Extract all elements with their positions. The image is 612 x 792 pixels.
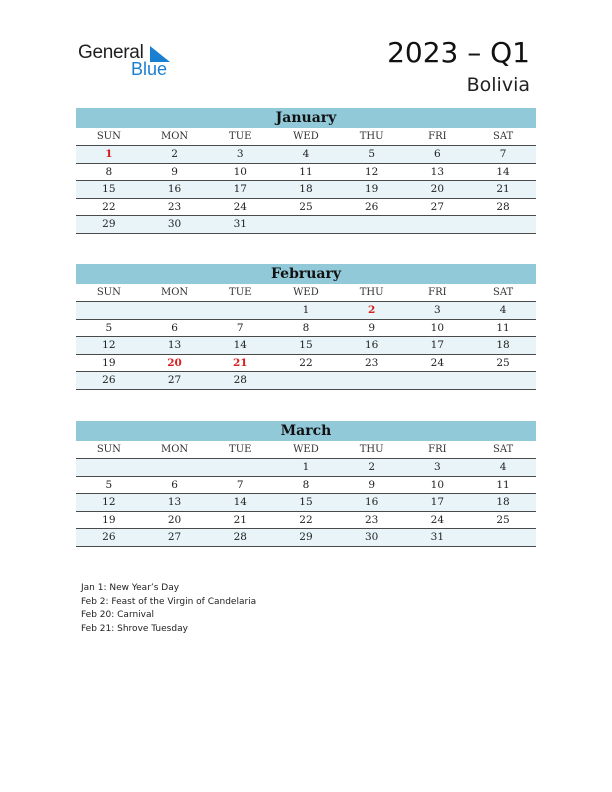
day-cell: 7 <box>236 478 244 491</box>
day-cell: 19 <box>364 183 379 195</box>
day-cell: 28 <box>233 531 247 543</box>
day-cell: 26 <box>364 200 379 213</box>
day-cell: 27 <box>167 531 182 543</box>
day-cell: 30 <box>167 218 182 230</box>
weekday-label: TUE <box>229 131 252 142</box>
day-cell: 11 <box>496 321 510 334</box>
week-row <box>76 529 536 547</box>
day-cell <box>207 459 273 476</box>
day-cell: 6 <box>434 148 441 160</box>
brand-logo <box>78 40 178 80</box>
day-cell: 23 <box>364 356 379 369</box>
day-cell: 14 <box>496 165 510 178</box>
day-cell: 4 <box>499 304 507 316</box>
weekday-label: TUE <box>229 287 252 298</box>
day-cell: 30 <box>364 531 379 543</box>
week-row <box>76 459 536 477</box>
holiday-day-cell: 21 <box>232 356 248 369</box>
week-row <box>76 337 536 355</box>
day-cell: 21 <box>496 183 510 195</box>
weekday-label: WED <box>293 287 319 298</box>
day-cell: 31 <box>430 531 445 543</box>
day-cell: 2 <box>171 148 178 160</box>
day-cell: 24 <box>430 356 445 369</box>
weekday-header-row <box>76 128 536 146</box>
day-cell: 17 <box>430 496 445 508</box>
week-row <box>76 164 536 182</box>
day-cell: 17 <box>430 339 445 351</box>
day-cell: 14 <box>233 496 247 508</box>
month-february <box>76 264 536 390</box>
day-cell: 15 <box>102 183 116 195</box>
weekday-label: SUN <box>96 444 121 455</box>
week-row <box>76 320 536 338</box>
day-cell: 17 <box>233 183 247 195</box>
weekday-label: FRI <box>428 131 447 142</box>
weekday-label: SAT <box>492 131 514 142</box>
holiday-day-cell: 1 <box>105 148 113 160</box>
week-row <box>76 146 536 164</box>
weekday-label: MON <box>160 287 189 298</box>
day-cell: 18 <box>496 496 510 508</box>
day-cell: 25 <box>299 200 313 213</box>
month-january <box>76 108 536 234</box>
day-cell <box>405 372 471 389</box>
week-row <box>76 199 536 217</box>
holiday-note: Feb 2: Feast of the Virgin of Candelaria <box>81 596 257 607</box>
day-cell: 12 <box>364 165 379 178</box>
day-cell <box>339 216 405 233</box>
day-cell <box>273 372 339 389</box>
day-cell: 18 <box>496 339 510 351</box>
day-cell: 8 <box>302 478 310 491</box>
day-cell: 10 <box>430 478 445 491</box>
day-cell: 24 <box>430 513 445 526</box>
page-title: 2023 – Q1 <box>387 36 530 69</box>
holiday-note: Jan 1: New Year’s Day <box>81 583 180 593</box>
holiday-note: Feb 20: Carnival <box>81 610 155 621</box>
week-row <box>76 181 536 199</box>
day-cell: 4 <box>302 148 310 160</box>
day-cell: 16 <box>364 496 379 508</box>
day-cell: 8 <box>302 321 310 334</box>
weekday-label: SUN <box>96 131 121 142</box>
day-cell <box>470 216 536 233</box>
day-cell: 25 <box>496 513 510 526</box>
day-cell: 13 <box>167 496 182 508</box>
day-cell: 12 <box>102 496 116 508</box>
day-cell: 22 <box>102 200 116 213</box>
day-cell: 9 <box>368 321 375 334</box>
month-title: February <box>76 264 536 284</box>
weekday-label: WED <box>293 131 319 142</box>
week-row <box>76 302 536 320</box>
day-cell: 1 <box>302 461 310 473</box>
day-cell: 29 <box>102 218 116 230</box>
day-cell: 27 <box>167 374 182 386</box>
week-row <box>76 512 536 530</box>
day-cell: 20 <box>430 183 445 195</box>
day-cell <box>142 459 208 476</box>
month-march <box>76 421 536 547</box>
day-cell: 24 <box>233 200 247 213</box>
day-cell: 19 <box>102 356 116 369</box>
month-title: January <box>76 108 536 128</box>
day-cell: 26 <box>102 531 116 543</box>
day-cell: 2 <box>368 461 375 473</box>
day-cell <box>76 302 142 319</box>
day-cell <box>405 216 471 233</box>
day-cell: 7 <box>499 148 507 160</box>
day-cell: 16 <box>167 183 182 195</box>
day-cell <box>470 529 536 546</box>
day-cell: 15 <box>299 339 313 351</box>
day-cell: 18 <box>299 183 313 195</box>
logo-text-blue: Blue <box>131 59 168 79</box>
day-cell: 22 <box>299 356 313 369</box>
weekday-label: WED <box>293 444 319 455</box>
day-cell <box>470 372 536 389</box>
day-cell <box>339 372 405 389</box>
week-row <box>76 477 536 495</box>
day-cell: 13 <box>430 165 445 178</box>
week-row <box>76 494 536 512</box>
day-cell: 19 <box>102 513 116 526</box>
holiday-note: Feb 21: Shrove Tuesday <box>81 624 188 635</box>
weekday-label: SAT <box>492 444 514 455</box>
weekday-header-row <box>76 284 536 302</box>
day-cell: 5 <box>105 478 113 491</box>
weekday-label: MON <box>160 444 189 455</box>
holiday-day-cell: 2 <box>368 304 376 316</box>
day-cell: 6 <box>171 321 178 334</box>
week-row <box>76 216 536 234</box>
day-cell: 12 <box>102 339 116 351</box>
day-cell: 16 <box>364 339 379 351</box>
day-cell: 14 <box>233 339 247 351</box>
day-cell: 11 <box>299 165 313 178</box>
day-cell: 26 <box>102 374 116 386</box>
day-cell: 5 <box>368 148 375 160</box>
weekday-label: FRI <box>428 444 447 455</box>
day-cell: 29 <box>299 531 313 543</box>
day-cell: 3 <box>434 461 441 473</box>
country-name: Bolivia <box>466 74 530 96</box>
day-cell: 23 <box>364 513 379 526</box>
day-cell: 8 <box>105 165 113 178</box>
month-title: March <box>76 421 536 441</box>
day-cell: 22 <box>299 513 313 526</box>
weekday-label: MON <box>160 131 189 142</box>
holiday-day-cell: 20 <box>167 356 182 369</box>
day-cell: 15 <box>299 496 313 508</box>
weekday-label: THU <box>359 287 384 298</box>
weekday-label: SUN <box>96 287 121 298</box>
day-cell <box>76 459 142 476</box>
day-cell: 1 <box>302 304 310 316</box>
weekday-label: THU <box>359 131 384 142</box>
day-cell: 23 <box>167 200 182 213</box>
day-cell: 3 <box>434 304 441 316</box>
day-cell: 31 <box>233 218 247 230</box>
day-cell: 6 <box>171 478 178 491</box>
weekday-label: THU <box>359 444 384 455</box>
day-cell: 10 <box>233 165 247 178</box>
day-cell: 28 <box>233 374 247 386</box>
day-cell: 5 <box>105 321 113 334</box>
day-cell: 21 <box>233 513 247 526</box>
weekday-label: SAT <box>492 287 514 298</box>
week-row <box>76 355 536 373</box>
day-cell: 4 <box>499 461 507 473</box>
day-cell: 27 <box>430 200 445 213</box>
day-cell <box>207 302 273 319</box>
day-cell: 20 <box>167 513 182 526</box>
holiday-notes <box>81 582 256 637</box>
day-cell: 28 <box>496 200 510 213</box>
day-cell: 11 <box>496 478 510 491</box>
weekday-header-row <box>76 441 536 459</box>
day-cell: 3 <box>236 148 244 160</box>
weekday-label: FRI <box>428 287 447 298</box>
day-cell <box>142 302 208 319</box>
day-cell: 10 <box>430 321 445 334</box>
logo-text-general: General <box>78 42 144 63</box>
day-cell: 9 <box>171 165 178 178</box>
day-cell: 25 <box>496 356 510 369</box>
week-row <box>76 372 536 390</box>
day-cell <box>273 216 339 233</box>
day-cell: 13 <box>167 339 182 351</box>
day-cell: 9 <box>368 478 375 491</box>
weekday-label: TUE <box>229 444 252 455</box>
day-cell: 7 <box>236 321 244 334</box>
